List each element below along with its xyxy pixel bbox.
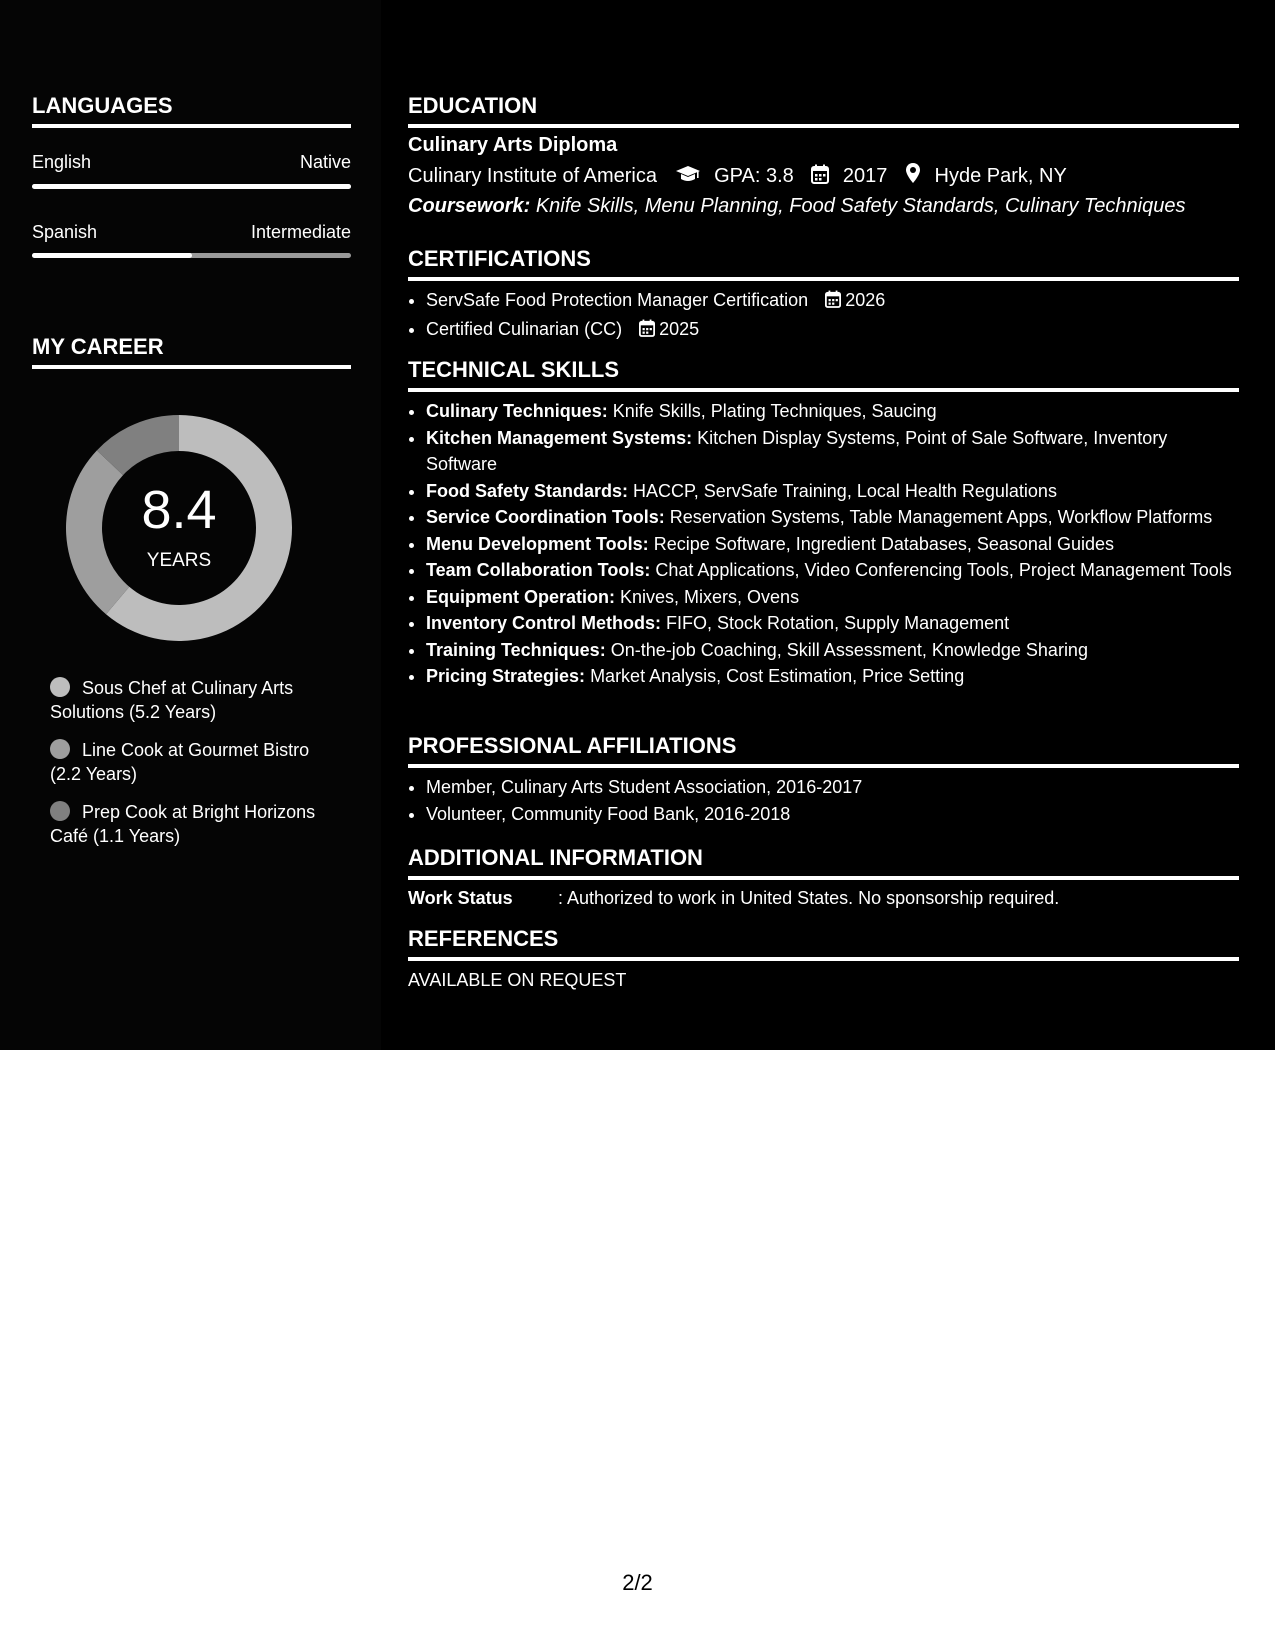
skills-list — [408, 398, 1239, 690]
skill-label: Team Collaboration Tools: — [426, 560, 651, 581]
skill-value: Knives, Mixers, Ovens — [620, 586, 800, 607]
certifications-section — [408, 246, 1239, 344]
calendar-icon — [825, 289, 841, 316]
skill-item — [426, 663, 1239, 690]
education-title: EDUCATION — [408, 93, 1239, 128]
education-school: Culinary Institute of America — [408, 165, 657, 188]
certification-name: ServSafe Food Protection Manager Certification — [426, 290, 809, 311]
calendar-icon — [639, 318, 655, 345]
education-gpa: GPA: 3.8 — [714, 165, 794, 188]
skill-value: Kitchen Display Systems, Point of Sale Software, Inventory Software — [426, 427, 1168, 475]
skill-value: FIFO, Stock Rotation, Supply Management — [666, 613, 1010, 634]
language-bar-fill — [32, 253, 192, 258]
career-donut-chart — [66, 415, 292, 641]
certifications-title: CERTIFICATIONS — [408, 246, 1239, 281]
certification-year: 2025 — [659, 318, 700, 339]
coursework-value: Knife Skills, Menu Planning, Food Safety Standards, Culinary Techniques — [535, 195, 1186, 218]
skill-item — [426, 584, 1239, 611]
language-level: Intermediate — [250, 222, 351, 242]
language-name: English — [32, 152, 92, 172]
career-legend-label: Line Cook at Gourmet Bistro (2.2 Years) — [50, 740, 310, 784]
education-section — [408, 93, 1239, 218]
language-level: Native — [299, 152, 351, 172]
skill-label: Inventory Control Methods: — [426, 613, 661, 634]
education-degree: Culinary Arts Diploma — [408, 134, 618, 157]
education-year: 2017 — [842, 165, 888, 188]
affiliations-title: PROFESSIONAL AFFILIATIONS — [408, 733, 1239, 768]
certification-name: Certified Culinarian (CC) — [426, 318, 623, 339]
technical-skills-title: TECHNICAL SKILLS — [408, 357, 1239, 392]
skill-item — [426, 531, 1239, 558]
skill-value: Market Analysis, Cost Estimation, Price Setting — [590, 666, 965, 687]
career-legend-label: Prep Cook at Bright Horizons Café (1.1 Years) — [50, 802, 316, 846]
page-number: 2/2 — [622, 1570, 653, 1595]
language-bar-english — [32, 184, 351, 189]
skill-label: Kitchen Management Systems: — [426, 427, 693, 448]
affiliation-item: • Member, Culinary Arts Student Association, 2016-2017 — [426, 774, 1239, 801]
skill-item — [426, 478, 1239, 505]
affiliation-item: • Volunteer, Community Food Bank, 2016-2018 — [426, 801, 1239, 828]
additional-info-section — [408, 845, 1239, 909]
skill-item — [426, 610, 1239, 637]
language-name: Spanish — [32, 222, 98, 242]
career-total-years: 8.4 — [141, 480, 217, 540]
language-bar-spanish — [32, 253, 351, 258]
references-text: AVAILABLE ON REQUEST — [408, 970, 627, 991]
career-legend-item — [50, 676, 340, 724]
skill-label: Training Techniques: — [426, 639, 606, 660]
education-details — [408, 162, 1239, 190]
career-title: MY CAREER — [32, 334, 351, 369]
skill-value: Reservation Systems, Table Management Apps, Workflow Platforms — [669, 507, 1213, 528]
legend-dot — [50, 739, 70, 759]
skill-value: On-the-job Coaching, Skill Assessment, Knowledge Sharing — [610, 639, 1088, 660]
affiliations-list — [408, 774, 1239, 827]
certification-year: 2026 — [845, 290, 886, 311]
calendar-icon — [811, 164, 829, 190]
skill-item — [426, 425, 1239, 478]
references-title: REFERENCES — [408, 926, 1239, 961]
skill-label: Service Coordination Tools: — [426, 507, 665, 528]
certifications-list — [408, 287, 1239, 344]
education-coursework — [408, 195, 1239, 218]
career-total-unit: YEARS — [146, 550, 212, 571]
skill-label: Pricing Strategies: — [426, 666, 586, 687]
certification-item — [426, 287, 1239, 316]
technical-skills-section — [408, 357, 1239, 690]
legend-dot — [50, 801, 70, 821]
skill-item — [426, 398, 1239, 425]
languages-title: LANGUAGES — [32, 93, 351, 128]
location-pin-icon — [905, 162, 921, 190]
skill-item — [426, 557, 1239, 584]
skill-value: HACCP, ServSafe Training, Local Health Regulations — [633, 480, 1057, 501]
language-bar-fill — [32, 184, 351, 189]
skill-label: Menu Development Tools: — [426, 533, 649, 554]
career-legend-item — [50, 800, 340, 848]
skill-value: Chat Applications, Video Conferencing Tools, Project Management Tools — [655, 560, 1232, 581]
skill-value: Recipe Software, Ingredient Databases, Seasonal Guides — [653, 533, 1114, 554]
skill-item — [426, 504, 1239, 531]
skill-value: Knife Skills, Plating Techniques, Saucing — [612, 401, 937, 422]
education-location: Hyde Park, NY — [934, 165, 1067, 188]
work-status-value: : Authorized to work in United States. No sponsorship required. — [558, 888, 1060, 909]
skill-item — [426, 637, 1239, 664]
references-section — [408, 926, 1239, 991]
work-status-row — [408, 888, 1239, 909]
skill-label: Equipment Operation: — [426, 586, 615, 607]
coursework-label: Coursework: — [408, 195, 531, 218]
work-status-label: Work Status — [408, 888, 513, 909]
additional-info-title: ADDITIONAL INFORMATION — [408, 845, 1239, 880]
certification-item — [426, 316, 1239, 345]
graduation-cap-icon — [675, 164, 701, 190]
legend-dot — [50, 677, 70, 697]
affiliations-section — [408, 733, 1239, 827]
skill-label: Food Safety Standards: — [426, 480, 629, 501]
career-legend-item — [50, 738, 340, 786]
skill-label: Culinary Techniques: — [426, 401, 608, 422]
career-legend-label: Sous Chef at Culinary Arts Solutions (5.2 Years) — [50, 678, 294, 722]
